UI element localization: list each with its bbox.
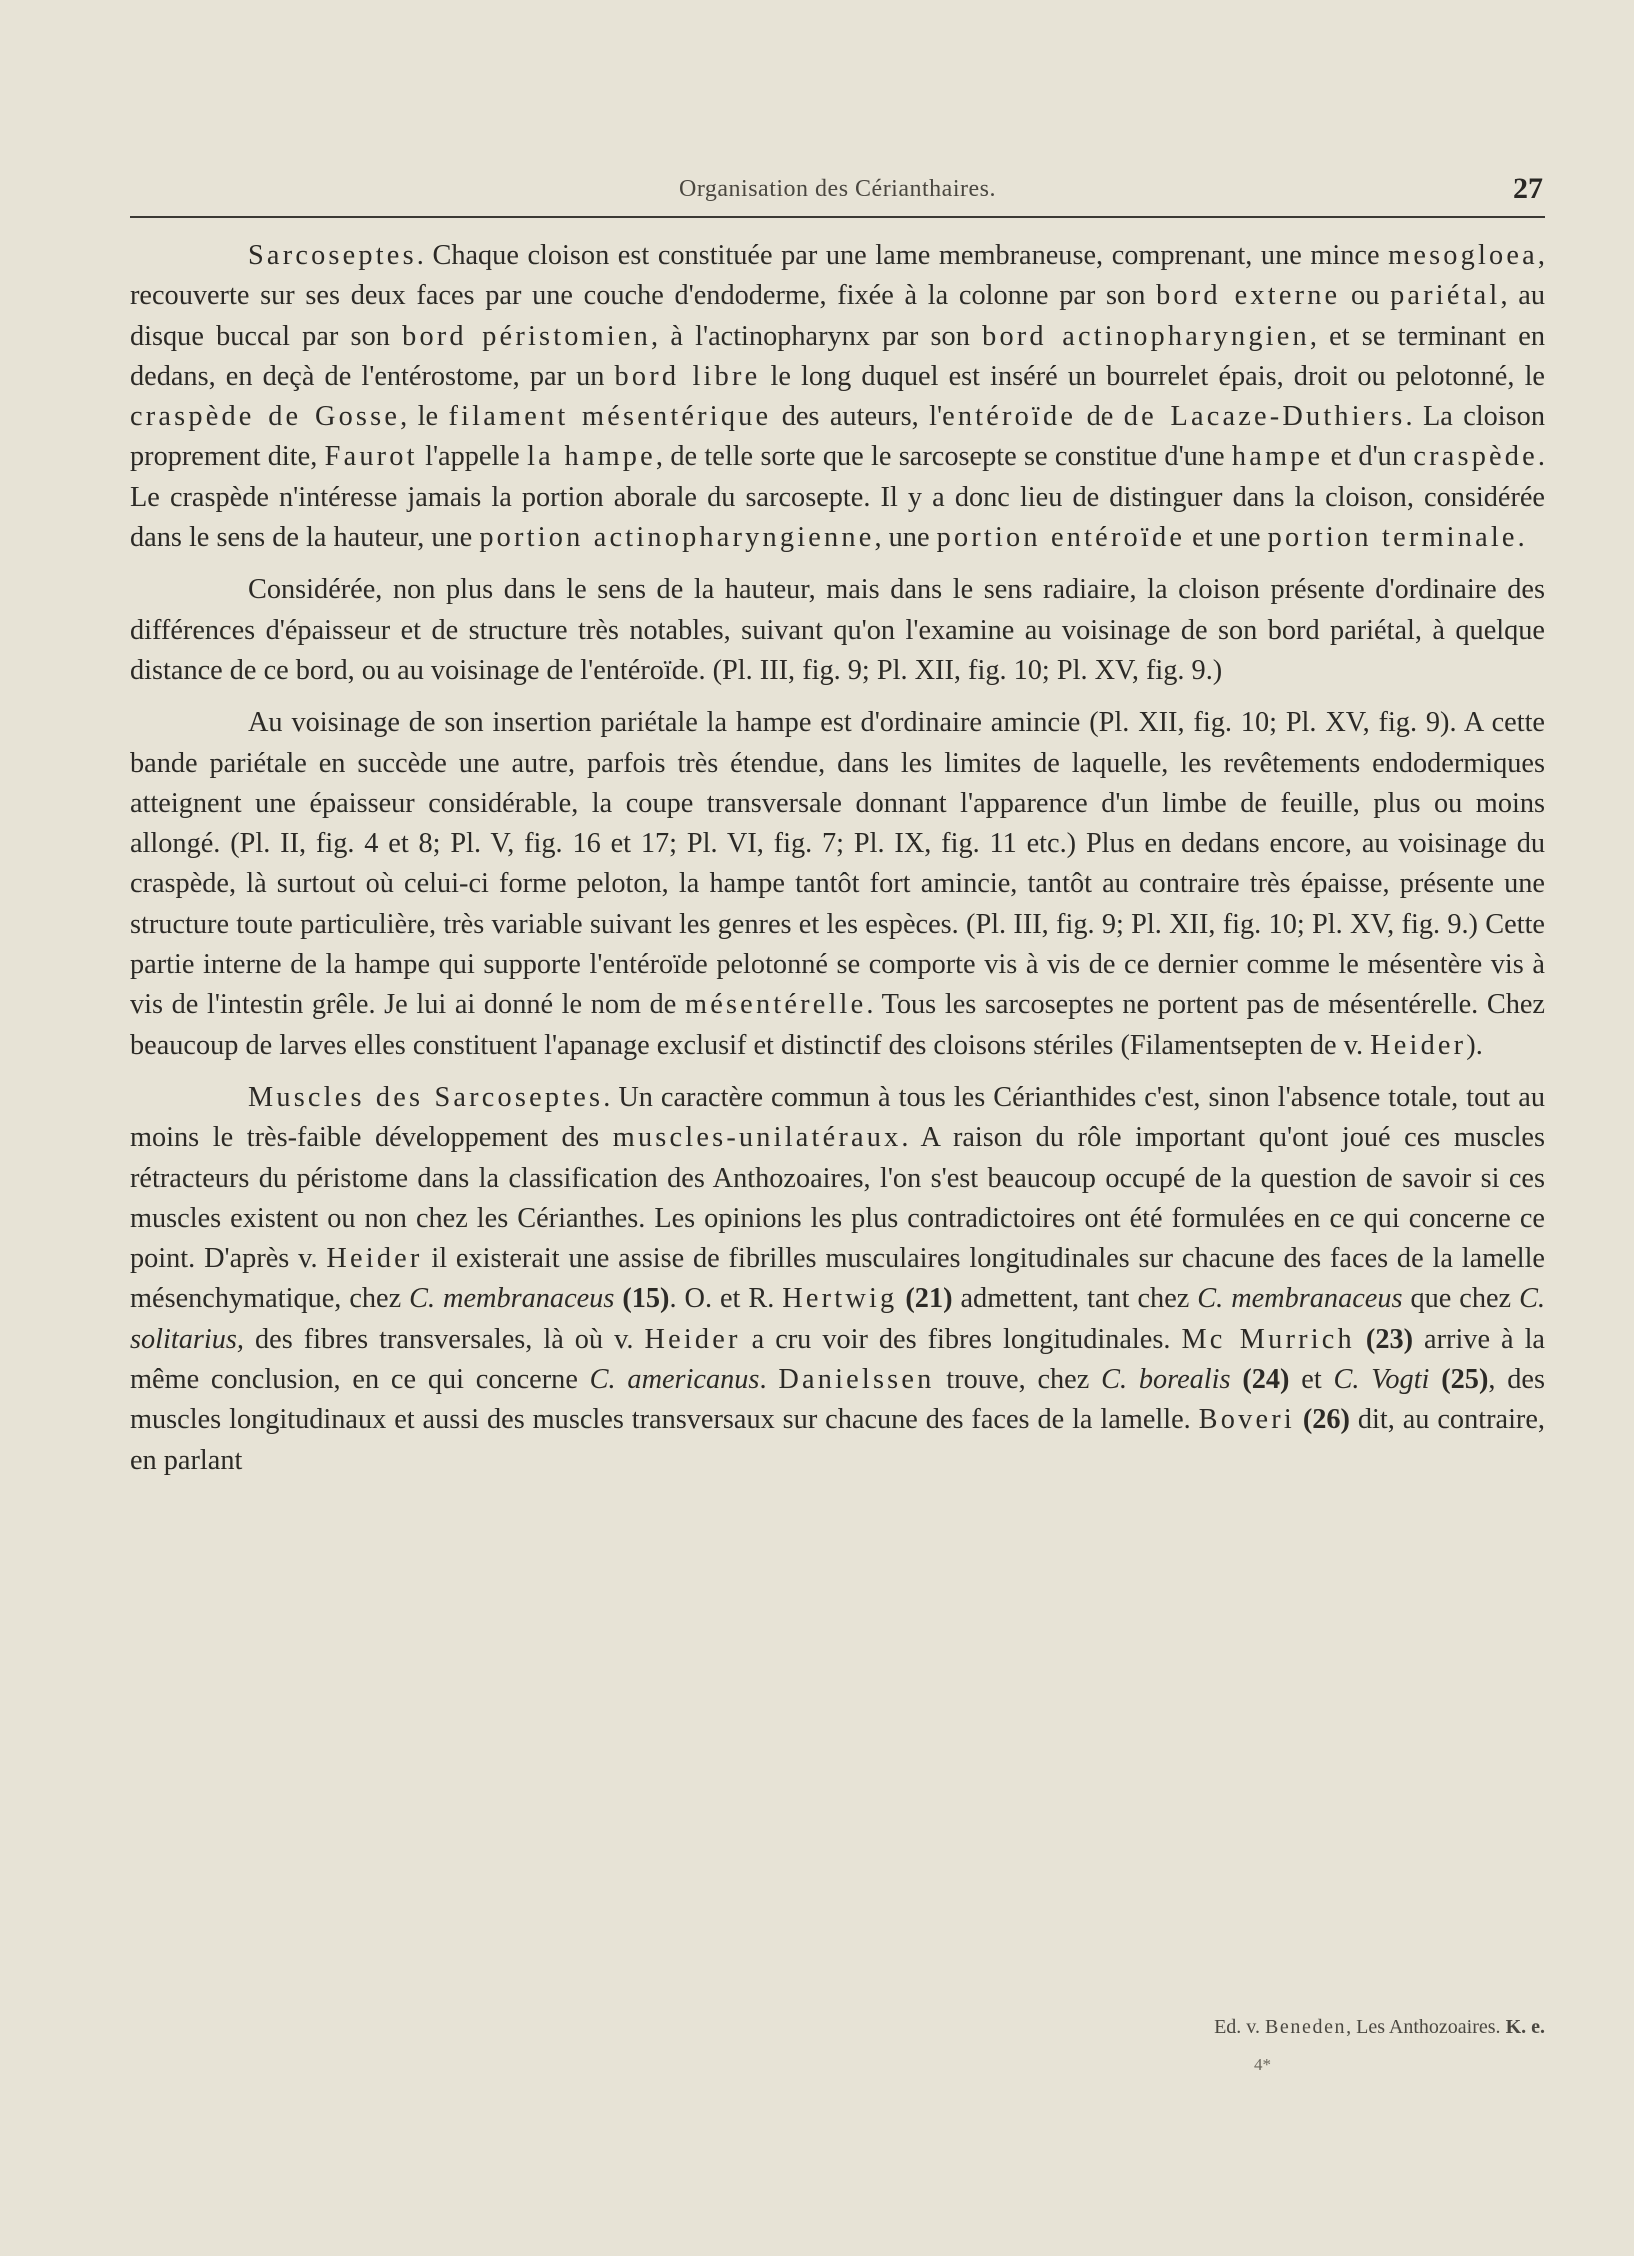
text-run: Mc Murrich — [1181, 1323, 1355, 1355]
text-run: trouve, chez — [934, 1364, 1102, 1396]
text-run: (23) — [1365, 1323, 1414, 1355]
text-run: il existerait une assise de fibrilles musculaires longitudinales sur chacune des faces de la lamelle mésenchymatique, chez — [130, 1243, 1545, 1315]
footer-author: Beneden — [1264, 2016, 1347, 2038]
text-run: Muscles des Sarcoseptes — [248, 1081, 604, 1113]
text-run: portion entéroïde — [936, 522, 1186, 554]
sheet-mark: 4* — [1254, 2055, 1271, 2074]
text-run: Faurot — [324, 441, 418, 473]
text-run: arrive à la même conclusion, en ce qui concerne — [130, 1323, 1545, 1396]
paragraph — [130, 703, 1545, 1066]
text-run: Considérée, non plus dans le sens de la hauteur, mais dans le sens radiaire, la cloison présente d'ordinaire des différences d'épaisseur et de structure très notables, suivant qu'on l'examine au voisinage de son bord pariétal, à quelque distance de ce bord, ou au voisinage de l'entéroïde. (Pl. III, fig. 9; Pl. XII, fig. 10; Pl. XV, fig. 9.) — [130, 574, 1545, 686]
text-run: a cru voir des fibres longitudinales. — [740, 1323, 1182, 1355]
text-run: portion actinopharyngienne — [479, 522, 875, 554]
text-run: C. borealis — [1101, 1364, 1231, 1396]
text-run: ). — [1466, 1029, 1483, 1061]
page-number: 27 — [1513, 172, 1543, 205]
paragraph — [130, 236, 1545, 558]
text-run: la hampe — [527, 441, 656, 473]
text-run: C. Vogti — [1333, 1364, 1430, 1396]
text-run: , le — [400, 401, 449, 433]
text-run: bord actinopharyngien — [982, 320, 1310, 352]
text-run: (25) — [1441, 1364, 1489, 1396]
text-run: Heider — [644, 1323, 741, 1355]
text-run: que chez — [1402, 1283, 1520, 1315]
text-run: , à l'actinopharynx par son — [651, 320, 983, 352]
text-run: entéroïde — [942, 401, 1077, 433]
text-run: C. membranaceus — [1197, 1283, 1403, 1315]
text-run: craspède de Gosse — [130, 401, 401, 433]
text-run: . La cloison proprement dite, — [130, 401, 1545, 473]
text-run: (21) — [905, 1283, 953, 1315]
paragraph — [130, 570, 1545, 691]
text-run: Heider — [326, 1243, 423, 1275]
text-run: filament mésentérique — [448, 401, 772, 433]
text-run: (26) — [1302, 1404, 1350, 1436]
text-run: , de telle sorte que le sarcosepte se constitue d'une — [655, 441, 1232, 473]
text-run — [1231, 1364, 1243, 1395]
text-run: . Chaque cloison est constituée par une lame membraneuse, comprenant, une mince — [416, 240, 1389, 271]
text-run: de — [1076, 401, 1124, 433]
text-run: le long duquel est inséré un bourrelet épais, droit ou pelotonné, le — [760, 360, 1545, 392]
text-run: , des muscles longitudinaux et aussi des muscles transversaux sur chacune des faces de la lamelle. — [130, 1364, 1545, 1436]
text-run: hampe — [1231, 441, 1324, 473]
text-run: . Le craspède n'intéresse jamais la portion aborale du sarcosepte. Il y a donc lieu de distinguer dans la cloison, considérée dans le sens de la hauteur, une — [130, 441, 1545, 554]
text-run: ou — [1340, 280, 1391, 312]
footer-title: , Les Anthozoaires. — [1346, 2016, 1506, 2038]
text-run: mesogloea — [1388, 240, 1538, 271]
text-run: . — [1517, 522, 1525, 554]
body-text — [130, 236, 1545, 1481]
text-run — [1355, 1324, 1366, 1355]
text-run — [1295, 1404, 1303, 1435]
text-run — [1429, 1364, 1441, 1395]
text-run: des fibres transversales, là où v. — [244, 1323, 645, 1355]
text-run: , une — [874, 522, 937, 554]
text-run: Boveri — [1198, 1404, 1295, 1436]
text-run: dit, au contraire, en parlant — [130, 1404, 1545, 1476]
text-run: admettent, tant chez — [952, 1283, 1198, 1315]
text-run: pariétal — [1390, 280, 1501, 312]
text-run: , recouverte sur ses deux faces par une couche d'endoderme, fixée à la colonne par son — [130, 240, 1545, 312]
text-run: mésentérelle — [685, 989, 867, 1021]
text-run: Hertwig — [782, 1283, 898, 1315]
text-run: des auteurs, l' — [771, 401, 943, 433]
text-run: et — [1289, 1364, 1334, 1396]
text-run: Au voisinage de son insertion pariétale la hampe est d'ordinaire amincie (Pl. XII, fig. 10; Pl. XV, fig. 9). A cette bande pariétale en succède une autre, parfois très étendue, dans les limites de laquelle, les revêtements endodermiques atteignent une épaisseur considérable, la coupe transversale donnant l'apparence d'un limbe de feuille, plus ou moins allongé. (Pl. II, fig. 4 et 8; Pl. V, fig. 16 et 17; Pl. VI, fig. 7; Pl. IX, fig. 11 etc.) Plus en dedans encore, au voisinage du craspède, là surtout où celui-ci forme peloton, la hampe tantôt fort amincie, tantôt au contraire très épaisse, présente une structure toute particulière, très variable suivant les genres et les espèces. (Pl. III, fig. 9; Pl. XII, fig. 10; Pl. XV, fig. 9.) Cette partie interne de la hampe qui supporte l'entéroïde pelotonné se comporte vis à vis de ce dernier comme le mésentère vis à vis de l'intestin grêle. Je lui ai donné le nom de — [130, 707, 1545, 1021]
text-run: portion terminale — [1267, 522, 1518, 554]
text-run: Danielssen — [778, 1364, 935, 1396]
text-run: l'appelle — [417, 441, 528, 473]
footer-prefix: Ed. v. — [1214, 2016, 1265, 2038]
text-run: de Lacaze-Duthiers — [1123, 401, 1406, 433]
text-run: . Tous les sarcoseptes ne portent pas de mésentérelle. Chez beaucoup de larves elles constituent l'apanage exclusif et distinctif des cloisons stériles (Filamentsepten de v. — [130, 989, 1545, 1061]
text-run: C. americanus — [589, 1364, 760, 1396]
text-run: Sarcoseptes — [248, 240, 417, 271]
text-run: bord externe — [1156, 280, 1341, 312]
text-run: et une — [1185, 522, 1268, 554]
running-title: Organisation des Cérianthaires. — [679, 176, 996, 202]
text-run: (24) — [1242, 1364, 1290, 1396]
text-run: bord péristomien — [402, 320, 652, 352]
text-run: muscles-unilatéraux — [612, 1122, 902, 1154]
text-run: , au disque buccal par son — [130, 280, 1545, 352]
text-run: . Un caractère commun à tous les Cérianthides c'est, sinon l'absence totale, tout au moins le très-faible développement des — [130, 1081, 1545, 1154]
footer-series: K. e. — [1505, 2016, 1545, 2038]
text-run: (15) — [622, 1283, 670, 1315]
text-run: , et se terminant en dedans, en deçà de l'entérostome, par un — [130, 320, 1545, 392]
text-run: . — [759, 1364, 779, 1396]
paragraph — [130, 1078, 1545, 1481]
text-run: bord libre — [614, 360, 761, 392]
text-run: . A raison du rôle important qu'ont joué ces muscles rétracteurs du péristome dans la classification des Anthozoaires, l'on s'est beaucoup occupé de la question de savoir si ces muscles existent ou non chez les Cérianthes. Les opinions les plus contradictoires ont été formulées en ce qui concerne ce point. D'après v. — [130, 1122, 1545, 1275]
running-header — [130, 172, 1545, 218]
text-run: C. membranaceus — [409, 1283, 615, 1315]
text-run: craspède — [1413, 441, 1538, 473]
text-run: Heider — [1370, 1029, 1467, 1061]
footer-signature — [130, 2016, 1545, 2039]
text-run: et d'un — [1323, 441, 1414, 473]
text-run: C. solitarius, — [130, 1283, 1546, 1355]
text-run: . O. et R. — [669, 1283, 783, 1315]
